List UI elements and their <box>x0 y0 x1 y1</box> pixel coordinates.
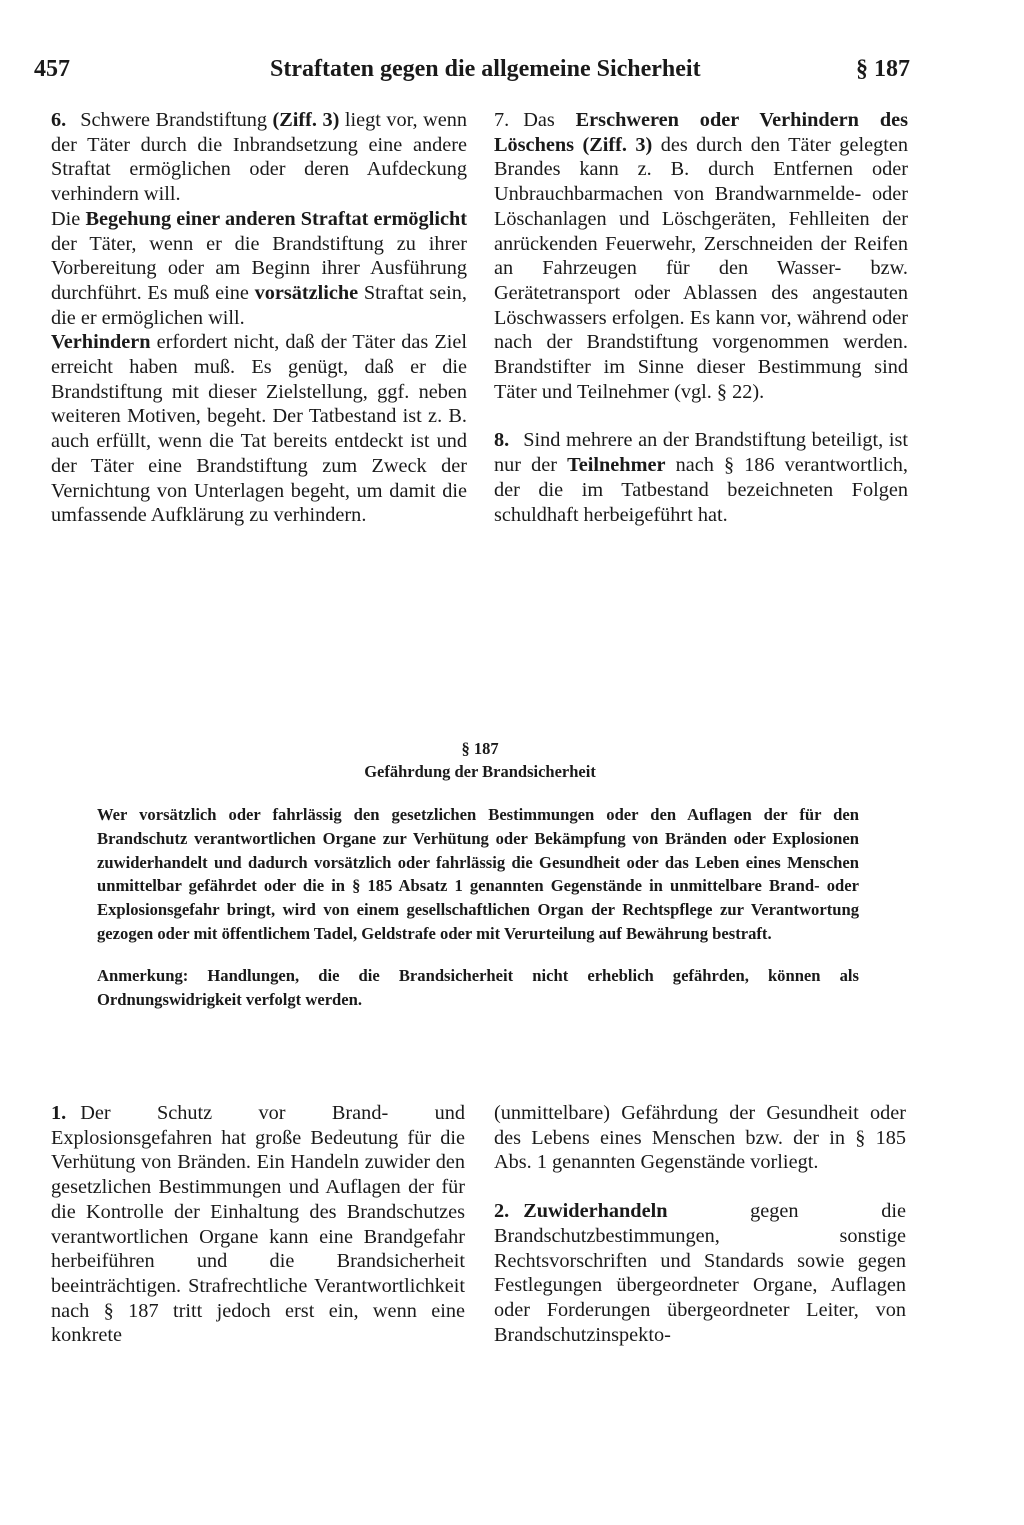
section-heading <box>100 737 860 783</box>
statute-body: Wer vorsätzlich oder fahrlässig den gesetzlichen Bestimmungen oder den Auflagen der für den Brandschutz verantwortlichen Organe zur Verhütung oder Bekämpfung von Bränden oder Explosionen zuwiderhandelt und dadurch vorsätzlich oder fahrlässig die Gesundheit oder das Leben eines Menschen unmittelbar gefährdet oder die in § 185 Absatz 1 genannten Gegenstände in unmittelbare Brand- oder Explosionsgefahr bringt, wird von einem gesellschaftlichen Organ der Rechtspflege zur Verantwortung gezogen oder mit öffentlichem Tadel, Geldstrafe oder mit Verurteilung auf Bewährung bestraft. <box>97 805 859 943</box>
commentary-continuation: (unmittelbare) Gefährdung der Gesundheit oder des Lebens eines Menschen bzw. der in § 185 Abs. 1 genannten Gegenstände vorliegt. <box>494 1102 906 1174</box>
commentary-paragraph: Verhindern erfordert nicht, daß der Täter das Ziel erreicht haben muß. Es genügt, daß er die Brandstiftung mit dieser Zielstellung, ggf. neben weiteren Motiven, begeht. Der Tatbestand ist z. B. auch erfüllt, wenn die Tat bereits entdeckt ist und der Täter eine Brandstiftung zum Zweck der Vernichtung von Unterlagen begeht, um damit die umfassende Aufklärung zu verhindern. <box>51 331 467 527</box>
right-column-bottom <box>494 1101 906 1347</box>
commentary-paragraph-2: 2. Zuwiderhandeln gegen die Brandschutzbestimmungen, sonstige Rechtsvorschriften und Standards sowie gegen Festlegungen übergeordneter Organe, Auflagen oder Forderungen übergeordneter Leiter, von Brandschutzinspekto- <box>494 1200 906 1346</box>
commentary-paragraph: Die Begehung einer anderen Straftat ermöglicht der Täter, wenn er die Brandstiftung zu ihrer Vorbereitung oder am Beginn ihrer Ausführung durchführt. Es muß eine vorsätzliche Straftat sein, die er ermöglichen will. <box>51 207 468 329</box>
statute-note: Anmerkung: Handlungen, die die Brandsicherheit nicht erheblich gefährden, können als Ordnungswidrigkeit verfolgt werden. <box>97 965 859 1009</box>
running-section: § 187 <box>856 56 910 82</box>
commentary-paragraph-1: 1. Der Schutz vor Brand- und Explosionsgefahren hat große Bedeutung für die Verhütung von Bränden. Ein Handeln zuwider den gesetzlichen Bestimmungen und Auflagen der für die Kontrolle der Einhaltung des Brandschutzes verantwortlichen Organe kann eine Brandgefahr herbeiführen und die Brandsicherheit beeinträchtigen. Strafrechtliche Verantwortlichkeit nach § 187 tritt jedoch erst ein, wenn eine konkrete <box>51 1102 465 1347</box>
commentary-paragraph-8: 8. Sind mehrere an der Brandstiftung beteiligt, ist nur der Teilnehmer nach § 186 verantwortlich, der die im Tatbestand bezeichneten Folgen schuldhaft herbeigeführt hat. <box>494 429 908 526</box>
section-title: Gefährdung der Brandsicherheit <box>364 762 596 781</box>
running-title: Straftaten gegen die allgemeine Sicherheit <box>270 56 701 82</box>
commentary-paragraph-6: 6. Schwere Brandstiftung (Ziff. 3) liegt vor, wenn der Täter durch die Inbrandsetzung eine andere Straftat ermöglichen oder deren Aufdeckung verhindern will. <box>51 109 467 206</box>
right-column-top <box>494 108 908 527</box>
running-header <box>34 56 910 92</box>
page-number: 457 <box>34 56 70 82</box>
commentary-paragraph-7: 7. Das Erschweren oder Verhindern des Löschens (Ziff. 3) des durch den Täter gelegten Brandes kann z. B. durch Entfernen oder Unbrauchbarmachen von Brandwarnmelde- oder Löschanlagen und Löschgeräten, Fehlleiten der anrückenden Feuerwehr, Zerschneiden der Reifen an Fahrzeugen für den Wasser- bzw. Gerätetransport oder Ablassen des angestauten Löschwassers erfolgen. Es kann vor, während oder nach der Brandstiftung vorgenommen werden. Brandstifter im Sinne dieser Bestimmung sind Täter und Teilnehmer (vgl. § 22). <box>494 109 908 403</box>
section-number: § 187 <box>461 739 499 758</box>
statute-text <box>97 803 859 1011</box>
left-column-bottom <box>51 1101 465 1348</box>
left-column-top <box>51 108 467 528</box>
